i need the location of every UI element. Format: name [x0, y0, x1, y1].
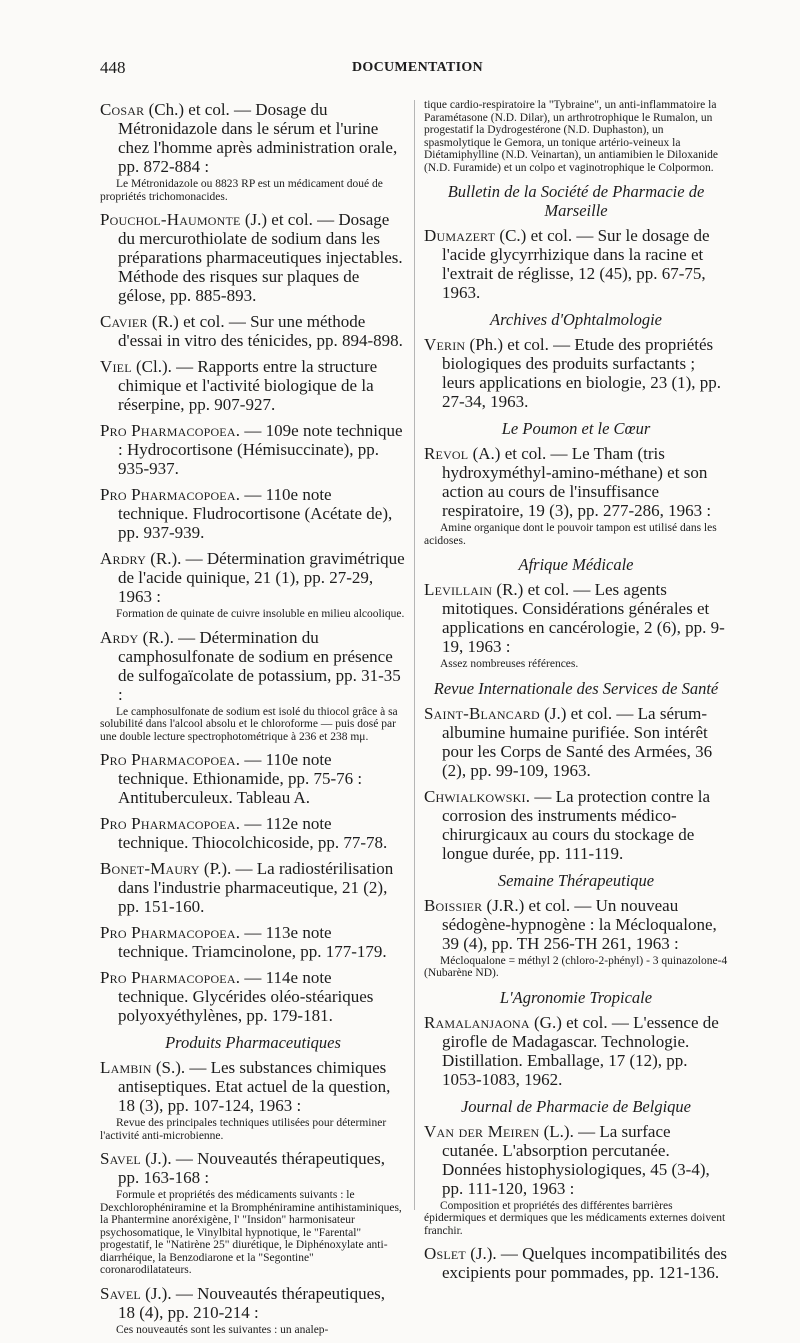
page-header: [0, 58, 800, 82]
bibliography-entry: [100, 421, 406, 478]
entry-title: (R.) et col. — Les agents mitotiques. Considérations générales et applications en cancérologie, 2 (6), pp. 9-19, 1963 :: [442, 580, 725, 656]
entry-citation: [424, 704, 728, 780]
journal-heading: Bulletin de la Société de Pharmacie de Marseille: [447, 182, 705, 220]
entry-citation: [424, 1122, 728, 1198]
bibliography-entry: [100, 549, 406, 621]
entry-citation: [424, 444, 728, 520]
column-divider: [414, 100, 415, 1210]
entry-author: Ardy: [100, 627, 139, 647]
entry-author: Boissier: [424, 895, 483, 915]
entry-title: — 113e note technique. Triamcinolone, pp. 177-179.: [118, 923, 387, 961]
bibliography-entry: [100, 750, 406, 807]
entry-title: — 109e note technique : Hydrocortisone (Hémisuccinate), pp. 935-937.: [118, 421, 403, 478]
entry-author: Saint-Blancard: [424, 703, 540, 723]
journal-heading: Produits Pharmaceutiques: [165, 1033, 341, 1052]
entry-abstract: Le Métronidazole ou 8823 RP est un médicament doué de propriétés trichomonacides.: [100, 178, 383, 203]
journal-heading: Revue Internationale des Services de Santé: [433, 678, 719, 698]
entry-citation: [100, 549, 406, 606]
entry-citation: [100, 750, 406, 807]
entry-title: (R.). — Détermination gravimétrique de l'acide quinique, 21 (1), pp. 27-29, 1963 :: [118, 549, 405, 606]
entry-author: Pro Pharmacopoea.: [100, 421, 241, 440]
entry-author: Cavier: [100, 312, 148, 331]
entry-title: — 114e note technique. Glycérides oléo-stéariques polyoxyéthylènes, pp. 179-181.: [118, 968, 374, 1025]
bibliography-entry: [100, 628, 406, 744]
journal-heading: Journal de Pharmacie de Belgique: [460, 1096, 692, 1116]
entry-author: Savel: [100, 1149, 141, 1168]
bibliography-entry: [100, 357, 406, 414]
entry-author: Savel: [100, 1283, 141, 1303]
entry-author: Viel: [100, 357, 132, 376]
entry-citation: [100, 1149, 406, 1187]
entry-author: Van der Meiren: [424, 1121, 540, 1141]
entry-title: (Ph.) et col. — Etude des propriétés biologiques des produits surfactants ; leurs applications en biologie, 23 (1), pp. 27-34, 1963.: [442, 335, 722, 411]
entry-abstract: Mécloqualone = méthyl 2 (chloro-2-phényl) - 3 quinazolone-4 (Nubarène ND).: [424, 954, 728, 979]
entry-title: (J.) et col. — La sérum-albumine humaine purifiée. Son intérêt pour les Corps de Santé des Armées, 36 (2), pp. 99-109, 1963.: [442, 703, 713, 780]
bibliography-entry: [100, 968, 406, 1025]
entry-abstract: Le camphosulfonate de sodium est isolé du thiocol grâce à sa solubilité dans l'alcool absolu et le chloroforme — puis dosé par une double lecture spectrophotométrique à 236 et 238 mμ.: [100, 705, 398, 743]
entry-author: Dumazert: [424, 226, 496, 245]
page-number: 448: [100, 58, 126, 77]
entry-citation: [100, 859, 406, 916]
entry-citation: [100, 421, 406, 478]
entry-author: Chwialkowski.: [424, 786, 531, 806]
bibliography-entry: [100, 210, 406, 305]
entry-title: (J.). — Nouveautés thérapeutiques, pp. 163-168 :: [118, 1149, 385, 1187]
entry-author: Levillain: [424, 580, 493, 599]
entry-author: Verin: [424, 335, 466, 354]
entry-note-continued: tique cardio-respiratoire la "Tybraine", un anti-inflammatoire la Paramétasone (N.D. Dilar), un arthrotrophique le Rumalon, un progestatif la Dydrogestérone (N.D. Duphaston), un spasmolytique le Gemora, un tonique artério-veineux la Diétamiphylline (N.D. Veinartan), un antiamibien le Diloxanide (N.D. Furamide) et un colpo et vaginotrophique le Colpormon.: [424, 99, 718, 174]
entry-citation: [424, 787, 728, 863]
entry-title: (A.) et col. — Le Tham (tris hydroxyméthyl-amino-méthane) et son action au cours de l'insuffisance respiratoire, 19 (3), pp. 277-286, 1963 :: [442, 444, 712, 520]
entry-author: Ramalanjaona: [424, 1012, 530, 1032]
journal-heading: Archives d'Ophtalmologie: [489, 310, 662, 329]
entry-citation: [100, 485, 406, 542]
entry-abstract: Formule et propriétés des médicaments suivants : le Dexchlorophéniramine et la Bromphéniramine antihistaminiques, la Phantermine anoréxigène, l' "Insidon" harmonisateur psychosomatique, le Vinylbital hypnotique, le "Farental" progestatif, le "Natirène 25" diurétique, le Diphénoxylate anti-diarrhéique, la Benzodiarone et la "Segontine" coronarodilatateurs.: [100, 1189, 402, 1276]
entry-title: — La protection contre la corrosion des instruments médico-chirurgicaux au cours du stockage de longue durée, pp. 111-119.: [442, 786, 711, 863]
entry-title: (C.) et col. — Sur le dosage de l'acide glycyrrhizique dans la racine et l'extrait de réglisse, 12 (45), pp. 67-75, 1963.: [442, 226, 710, 302]
entry-citation: [424, 1013, 728, 1089]
entry-title: (Cl.). — Rapports entre la structure chimique et l'activité biologique de la réserpine, pp. 907-927.: [118, 357, 378, 414]
entry-author: Pro Pharmacopoea.: [100, 923, 241, 942]
entry-author: Pro Pharmacopoea.: [100, 968, 241, 987]
entry-title: (J.). — Nouveautés thérapeutiques, 18 (4), pp. 210-214 :: [118, 1283, 385, 1322]
bibliography-entry: [424, 1122, 728, 1238]
bibliography-entry: [100, 1284, 406, 1337]
bibliography-entry: [100, 100, 406, 203]
entry-citation: [424, 896, 728, 953]
entry-author: Ardry: [100, 549, 146, 568]
journal-heading: L'Agronomie Tropicale: [499, 987, 653, 1007]
entry-title: (R.) et col. — Sur une méthode d'essai in vitro des ténicides, pp. 894-898.: [118, 312, 403, 350]
entry-title: (R.). — Détermination du camphosulfonate de sodium en présence de sulfogaïcolate de potassium, pp. 31-35 :: [118, 627, 401, 704]
bibliography-entry: [100, 1149, 406, 1277]
bibliography-entry: [424, 704, 728, 780]
entry-citation: [100, 814, 406, 852]
entry-citation: [424, 335, 728, 411]
entry-title: — 110e note technique. Fludrocortisone (Acétate de), pp. 937-939.: [118, 485, 393, 542]
entry-citation: [100, 1058, 406, 1115]
bibliography-entry: [424, 896, 728, 980]
entry-author: Pro Pharmacopoea.: [100, 485, 241, 504]
entry-title: (J.). — Quelques incompatibilités des excipients pour pommades, pp. 121-136.: [442, 1244, 728, 1282]
bibliography-entry: [424, 787, 728, 863]
bibliography-entry: [424, 226, 728, 302]
bibliography-entry: [100, 859, 406, 916]
bibliography-entry: [424, 1244, 728, 1282]
entry-title: (Ch.) et col. — Dosage du Métronidazole dans le sérum et l'urine chez l'homme après administration orale, pp. 872-884 :: [118, 100, 398, 176]
journal-heading: Afrique Médicale: [518, 555, 634, 574]
entry-title: — 112e note technique. Thiocolchicoside, pp. 77-78.: [118, 814, 388, 852]
bibliography-entry: [100, 1058, 406, 1142]
entry-title: (L.). — La surface cutanée. L'absorption percutanée. Données histophysiologiques, 45 (3-4), pp. 111-120, 1963 :: [442, 1121, 710, 1198]
entry-abstract: Assez nombreuses références.: [440, 658, 579, 670]
journal-heading: Le Poumon et le Cœur: [501, 419, 651, 438]
entry-citation: [100, 210, 406, 305]
entry-author: Oslet: [424, 1244, 466, 1263]
entry-title: (G.) et col. — L'essence de girofle de Madagascar. Technologie. Distillation. Emballage, 17 (12), pp. 1053-1083, 1962.: [442, 1012, 719, 1089]
bibliography-entry: [100, 814, 406, 852]
entry-title: (S.). — Les substances chimiques antiseptiques. Etat actuel de la question, 18 (3), pp. 107-124, 1963 :: [118, 1058, 391, 1115]
entry-citation: [100, 1284, 406, 1322]
entry-citation: [100, 628, 406, 704]
bibliography-entry: [424, 1013, 728, 1089]
bibliography-entry: [100, 485, 406, 542]
left-column: [100, 100, 406, 1343]
entry-abstract: Ces nouveautés sont les suivantes : un analep-: [116, 1323, 329, 1336]
entry-author: Pouchol-Haumonte: [100, 210, 241, 229]
entry-title: (J.R.) et col. — Un nouveau sédogène-hypnogène : la Mécloqualone, 39 (4), pp. TH 256-TH 261, 1963 :: [442, 895, 717, 953]
entry-title: — 110e note technique. Ethionamide, pp. 75-76 : Antituberculeux. Tableau A.: [118, 750, 363, 807]
bibliography-entry: [424, 580, 728, 671]
entry-author: Cosar: [100, 100, 145, 119]
entry-citation: [100, 312, 406, 350]
entry-citation: [424, 226, 728, 302]
bibliography-entry: [100, 312, 406, 350]
entry-author: Lambin: [100, 1058, 152, 1077]
entry-author: Bonet-Maury: [100, 859, 200, 878]
entry-abstract: Composition et propriétés des différentes barrières épidermiques et dermiques que les médicaments externes doivent franchir.: [424, 1199, 726, 1237]
entry-abstract: Revue des principales techniques utilisées pour déterminer l'activité anti-microbienne.: [100, 1117, 387, 1142]
bibliography-entry: [424, 335, 728, 411]
entry-citation: [100, 968, 406, 1025]
bibliography-entry: [424, 444, 728, 547]
entry-abstract: Amine organique dont le pouvoir tampon est utilisé dans les acidoses.: [424, 522, 717, 547]
entry-author: Pro Pharmacopoea.: [100, 814, 241, 833]
entry-citation: [100, 357, 406, 414]
entry-author: Pro Pharmacopoea.: [100, 750, 241, 769]
entry-citation: [424, 580, 728, 656]
entry-author: Revol: [424, 444, 469, 463]
entry-abstract: Formation de quinate de cuivre insoluble en milieu alcoolique.: [116, 608, 405, 620]
entry-citation: [424, 1244, 728, 1282]
entry-title: (P.). — La radiostérilisation dans l'industrie pharmaceutique, 21 (2), pp. 151-160.: [118, 859, 394, 916]
journal-heading: Semaine Thérapeutique: [497, 870, 655, 890]
entry-title: (J.) et col. — Dosage du mercurothiolate de sodium dans les préparations pharmaceutiques injectables. Méthode des risques sur plaques de gélose, pp. 885-893.: [118, 210, 403, 305]
right-column: [424, 97, 728, 1289]
entry-citation: [100, 923, 406, 961]
entry-citation: [100, 100, 406, 176]
bibliography-entry: [100, 923, 406, 961]
running-title: DOCUMENTATION: [352, 60, 483, 75]
